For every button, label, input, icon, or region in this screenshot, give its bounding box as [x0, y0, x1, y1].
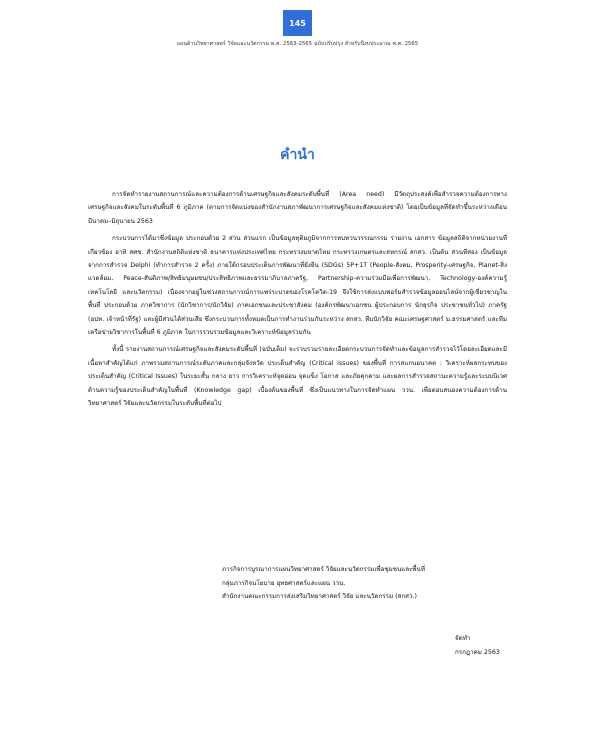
paragraph: กระบวนการได้มาซึ่งข้อมูล ประกอบด้วย 2 ส่วน ส่วนแรก เป็นข้อมูลทุติยภูมิจากการทบทวนวรรณกรรม รายงาน เอกสาร ข้อมูลสถิติจากหน่วยงานที่เกี่ยวข้อง อาทิ สศช. สำนักงานสถิติแห่งชาติ ธนาคารแห่งประเทศไทย กระทรวงมหาดไทย กระทรวงเกษตรและสหกรณ์ สกสว. เป็นต้น ส่วนที่สอง เป็นข้อมูลจากการสำรวจ Delphi (ทำการสำรวจ 2 ครั้ง) ภายใต้กรอบประเด็นการพัฒนาที่ยั่งยืน (SDGs) 5P+1T (People-สังคม, Prosperity-เศรษฐกิจ, Planet-สิ่งแวดล้อม, Peace-สันติภาพ/สิทธิมนุษยชน/ประสิทธิภาพและธรรมาภิบาลภาครัฐ, Partnership-ความร่วมมือเพื่อการพัฒนา, Technology-องค์ความรู้ เทคโนโลยี และนวัตกรรม) เนื่องจากอยู่ในช่วงสถานการณ์การแพร่ระบาดของโรคโควิด-19 จึงใช้การส่งแบบฟอร์มสำรวจข้อมูลออนไลน์จากผู้เชี่ยวชาญในพื้นที่ ประกอบด้วย ภาควิชาการ (นักวิชาการ/นักวิจัย) ภาคเอกชนและประชาสังคม (องค์กรพัฒนาเอกชน ผู้ประกอบการ นักธุรกิจ ประชาชนทั่วไป) ภาครัฐ (อปท. เจ้าหน้าที่รัฐ) และผู้มีส่วนได้ส่วนเสีย ซึ่งกระบวนการทั้งหมดเป็นการทำงานร่วมกันระหว่าง สกสว. ทีมนักวิจัย คณะเศรษฐศาสตร์ ม.ธรรมศาสตร์ และทีมเครือข่ายวิชาการในพื้นที่ 6 ภูมิภาค ในการรวบรวมข้อมูลและวิเคราะห์ข้อมูลร่วมกัน: [88, 235, 507, 337]
signature-block: [455, 632, 500, 660]
paragraph: ทั้งนี้ รายงานสถานการณ์เศรษฐกิจและสังคมระดับพื้นที่ (ฉบับเต็ม) จะรวบรวมรายละเอียดกระบวนการจัดทำและข้อมูลการสำรวจไว้โดยละเอียดและมีเนื้อหาสำคัญได้แก่ ภาพรวมสถานการณ์ระดับภาคและกลุ่มจังหวัด ประเด็นสำคัญ (Critical issues) ของพื้นที่ การสแกนอนาคต : วิเคราะห์ผลกระทบของประเด็นสำคัญ (Critical Issues) ในระยะสั้น กลาง ยาว การวิเคราะห์จุดอ่อน จุดแข็ง โอกาส และภัยคุกคาม และผลการสำรวจสถานะความรู้และระบบนิเวศด้านความรู้ของประเด็นสำคัญในพื้นที่ (Knowledge gap) เบื้องต้นของพื้นที่ ซึ่งเป็นแนวทางในการจัดทำแผน ววน. เพื่อตอบสนองความต้องการด้านวิทยาศาสตร์ วิจัยและนวัตกรรมในระดับพื้นที่ต่อไป: [88, 346, 507, 408]
date-text: กรกฎาคม 2563: [455, 649, 500, 656]
closing-line: กลุ่มภารกิจนโยบาย ยุทธศาสตร์และแผน ววน.: [222, 579, 346, 587]
page-title: คำนำ: [280, 147, 315, 163]
page-number-badge: 145: [283, 10, 312, 36]
closing-line: ภารกิจการบูรณาการแผนวิทยาศาสตร์ วิจัยและนวัตกรรมเพื่อชุมชนและพื้นที่: [222, 566, 425, 573]
closing-line: สำนักงานคณะกรรมการส่งเสริมวิทยาศาสตร์ วิจัย และนวัตกรรม (สกสว.): [222, 593, 417, 600]
paragraph: การจัดทำรายงานสถานการณ์และความต้องการด้านเศรษฐกิจและสังคมระดับพื้นที่ (Area need) มีวัตถุประสงค์เพื่อสำรวจความต้องการทางเศรษฐกิจและสังคมในระดับพื้นที่ 6 ภูมิภาค (ตามการจัดแบ่งของสำนักงานสภาพัฒนาการเศรษฐกิจและสังคมแห่งชาติ) โดยเป็นข้อมูลที่จัดทำขึ้นระหว่างเดือนมีนาคม–มิถุนายน 2563: [88, 191, 507, 225]
closing-block: [222, 563, 522, 604]
body-text: [88, 188, 507, 415]
running-header: แผนด้านวิทยาศาสตร์ วิจัยและนวัตกรรม พ.ศ. 2563-2565 ฉบับปรับปรุง สำหรับปีงบประมาณ พ.ศ. 2565: [176, 41, 419, 47]
prepared-by-label: จัดทำ: [455, 635, 471, 642]
